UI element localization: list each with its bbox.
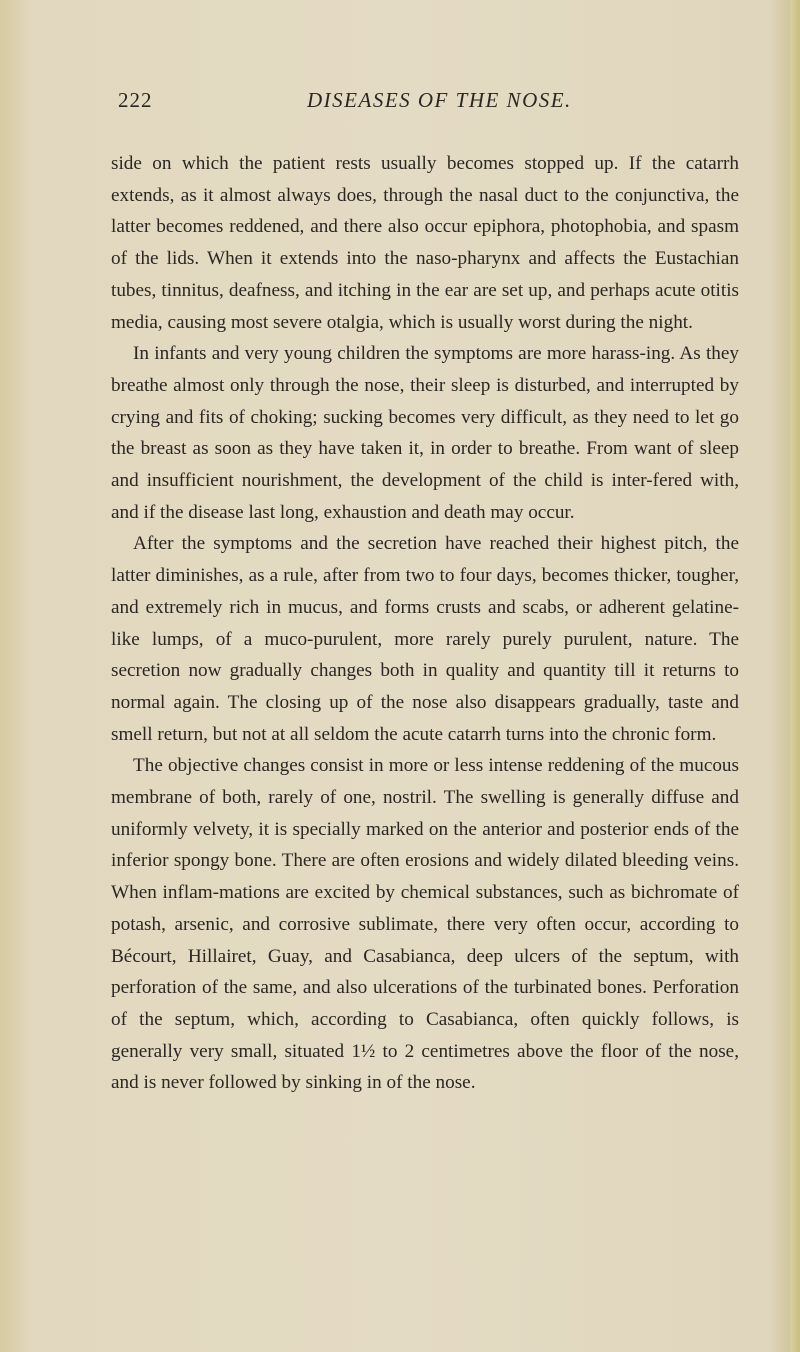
- paragraph-secretion: After the symptoms and the secretion have reached their highest pitch, the latter diminishes, as a rule, after from two to four days, becomes thicker, tougher, and extremely rich in mucus, and forms crusts and scabs, or adherent gelatine-like lumps, of a muco-purulent, more rarely purely purulent, nature. The secretion now gradually changes both in quality and quantity till it returns to normal again. The closing up of the nose also disappears gradually, taste and smell return, but not at all seldom the acute catarrh turns into the chronic form.: [111, 533, 739, 745]
- paragraph-continuation: side on which the patient rests usually becomes stopped up. If the catarrh extends, as it almost always does, through the nasal duct to the conjunctiva, the latter becomes reddened, and there also occur epiphora, photophobia, and spasm of the lids. When it extends into the naso-pharynx and affects the Eustachian tubes, tinnitus, deafness, and itching in the ear are set up, and perhaps acute otitis media, causing most severe otalgia, which is usually worst during the night.: [111, 153, 739, 333]
- paragraph-objective-changes: The objective changes consist in more or less intense reddening of the mucous membrane of both, rarely of one, nostril. The swelling is generally diffuse and uniformly velvety, it is specially marked on the anterior and posterior ends of the inferior spongy bone. There are often erosions and widely dilated bleeding veins. When inflam-mations are excited by chemical substances, such as bichromate of potash, arsenic, and corrosive sublimate, there very often occur, according to Bécourt, Hillairet, Guay, and Casabianca, deep ulcers of the septum, with perforation of the same, and also ulcerations of the turbinated bones. Perforation of the septum, which, according to Casabianca, often quickly follows, is generally very small, situated 1½ to 2 centimetres above the floor of the nose, and is never followed by sinking in of the nose.: [111, 755, 739, 1094]
- paragraph-infants: In infants and very young children the symptoms are more harass-ing. As they breathe almost only through the nose, their sleep is disturbed, and interrupted by crying and fits of choking; sucking becomes very difficult, as they need to let go the breast as soon as they have taken it, in order to breathe. From want of sleep and insufficient nourishment, the development of the child is inter-fered with, and if the disease last long, exhaustion and death may occur.: [111, 343, 739, 523]
- page-number: 222: [118, 88, 153, 112]
- page-header: [0, 88, 800, 122]
- page-edge: [790, 0, 800, 1352]
- body-text: [111, 148, 739, 1099]
- running-head: DISEASES OF THE NOSE.: [307, 88, 572, 112]
